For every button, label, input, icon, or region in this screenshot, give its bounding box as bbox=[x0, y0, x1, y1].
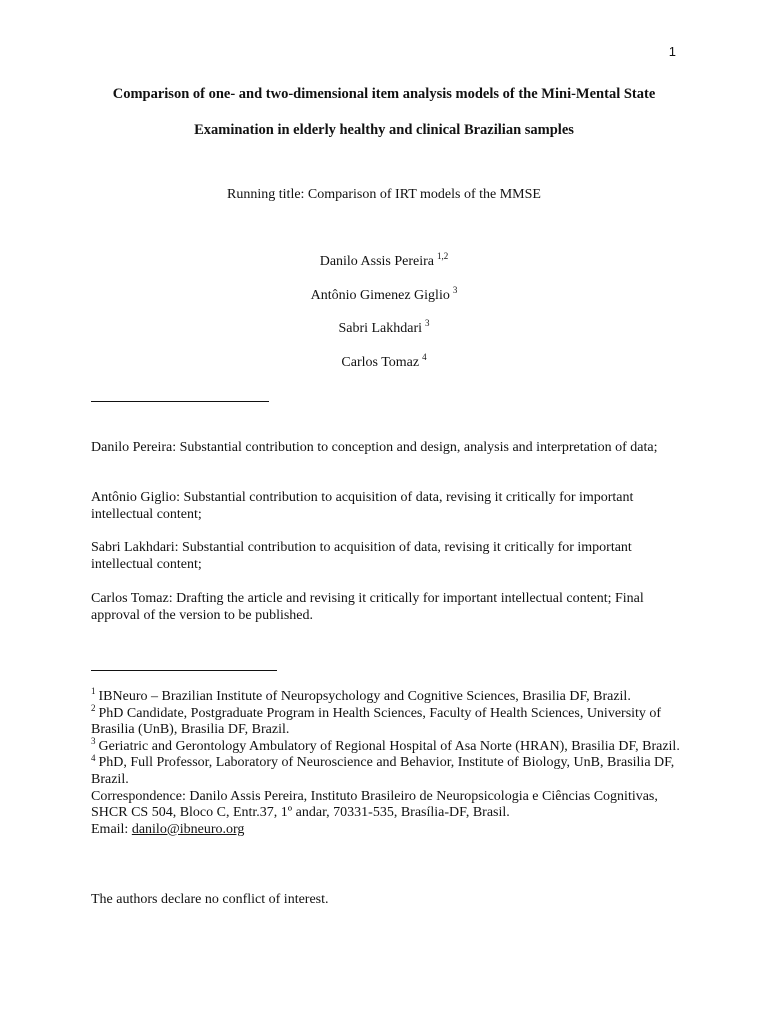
footnote-mark: 2 bbox=[91, 702, 96, 713]
footnotes bbox=[91, 686, 681, 838]
footnote-text: PhD, Full Professor, Laboratory of Neuroscience and Behavior, Institute of Biology, UnB, Brasilia DF, Brazil. bbox=[91, 755, 675, 787]
footnote-3 bbox=[91, 736, 681, 756]
separator-rule bbox=[91, 401, 269, 402]
email-line bbox=[91, 822, 681, 839]
author-name: Sabri Lakhdari bbox=[338, 321, 423, 336]
author-2 bbox=[0, 285, 768, 304]
footnote-separator-rule bbox=[91, 670, 277, 671]
footnote-mark: 1 bbox=[91, 686, 96, 697]
paper-title-line-2: Examination in elderly healthy and clinical Brazilian samples bbox=[194, 122, 574, 138]
author-name: Carlos Tomaz bbox=[341, 355, 420, 370]
author-name: Antônio Gimenez Giglio bbox=[310, 288, 450, 303]
conflict-of-interest-statement: The authors declare no conflict of interest. bbox=[91, 892, 329, 907]
author-affiliation-mark: 3 bbox=[452, 285, 458, 296]
contribution-statement: Antônio Giglio: Substantial contribution to acquisition of data, revising it critically for important intellectual content; bbox=[91, 490, 634, 522]
footnote-4 bbox=[91, 752, 681, 788]
paper-title-line-1: Comparison of one- and two-dimensional item analysis models of the Mini-Mental State bbox=[112, 86, 656, 102]
author-name: Danilo Assis Pereira bbox=[319, 254, 435, 269]
footnote-text: IBNeuro – Brazilian Institute of Neuropsychology and Cognitive Sciences, Brasilia DF, Brazil. bbox=[98, 689, 631, 704]
author-affiliation-mark: 4 bbox=[422, 352, 427, 363]
author-affiliation-mark: 1,2 bbox=[437, 251, 449, 262]
contribution-statement: Sabri Lakhdari: Substantial contribution to acquisition of data, revising it critically for important intellectual content; bbox=[91, 540, 632, 572]
author-4 bbox=[0, 352, 768, 371]
contribution-statement: Carlos Tomaz: Drafting the article and revising it critically for important intellectual content; Final approval of the version to be published. bbox=[91, 591, 644, 623]
author-3 bbox=[0, 318, 768, 337]
email-label: Email: bbox=[91, 821, 129, 837]
footnote-mark: 4 bbox=[91, 752, 96, 763]
page-number: 1 bbox=[668, 44, 676, 59]
author-1 bbox=[0, 251, 768, 270]
footnote-text: Geriatric and Gerontology Ambulatory of Regional Hospital of Asa Norte (HRAN), Brasilia DF, Brazil. bbox=[98, 738, 680, 754]
author-affiliation-mark: 3 bbox=[425, 318, 430, 329]
contribution-statement: Danilo Pereira: Substantial contribution to conception and design, analysis and interpretation of data; bbox=[91, 440, 658, 455]
email-link[interactable]: danilo@ibneuro.org bbox=[131, 821, 245, 837]
footnote-2 bbox=[91, 702, 681, 739]
footnote-text: PhD Candidate, Postgraduate Program in Health Sciences, Faculty of Health Sciences, University of Brasilia (UnB), Brasilia DF, Brazil. bbox=[91, 705, 662, 738]
correspondence: Correspondence: Danilo Assis Pereira, Instituto Brasileiro de Neuropsicologia e Ciências Cognitivas, SHCR CS 504, Bloco C, Entr.37, 1º andar, 70331-535, Brasília-DF, Brasil. bbox=[91, 788, 658, 821]
running-title: Running title: Comparison of IRT models of the MMSE bbox=[227, 187, 541, 202]
footnote-1 bbox=[91, 686, 681, 706]
footnote-mark: 3 bbox=[91, 736, 96, 747]
